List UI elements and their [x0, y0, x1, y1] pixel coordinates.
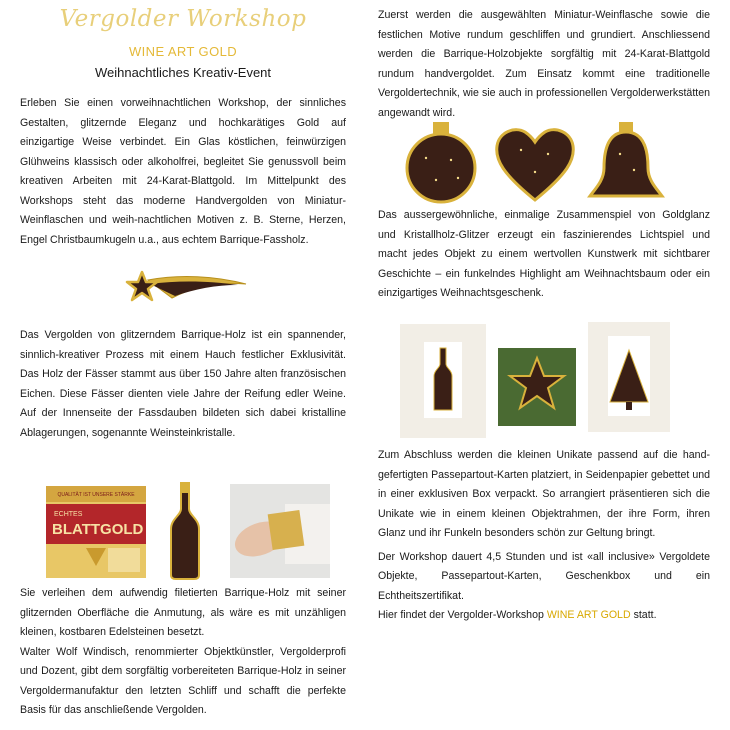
event-subtitle: Weihnachtliches Kreativ-Event	[94, 65, 272, 80]
duration-paragraph: Der Workshop dauert 4,5 Stunden und ist «all inclusive» Vergoldete Objekte, Passepartout-Karten, Geschenkbox und ein Echtheitszertifikat.	[378, 550, 710, 602]
shooting-star-image	[120, 268, 250, 312]
barrique-paragraph: Das Vergolden von glitzerndem Barrique-Holz ist ein spannender, sinnlich-kreativer Prozess mit einem Hauch festlicher Exklusivität. Das Holz der Fässer stammt aus über 150 Jahre alten französischen Eichen. Diese Fässer dienten viele Jahre der Reifung edler Weine. Auf der Innenseite der Fassdauben bildeten sich dabei kristalline Ablagerungen, sogenannte Weinsteinkristalle.	[20, 329, 346, 439]
card-bottle-image	[400, 324, 486, 438]
gemstone-paragraph: Sie verleihen dem aufwendig filetierten Barrique-Holz mit seiner glitzernden Oberfläche die Anmutung, als wäre es mit unzähligen kleinen, kostbaren Edelsteinen besetzt.	[20, 587, 346, 638]
artist-paragraph: Walter Wolf Windisch, renommierter Objektkünstler, Vergolderprofi und Dozent, gibt dem sorgfältig vorbereiteten Barrique-Holz in seiner Vergoldermanufaktur den letzten Schliff und schafft die perfekte Basis für das anschließende Vergolden.	[20, 645, 346, 716]
intro-paragraph: Erleben Sie einen vorweihnachtlichen Workshop, der sinnliches Gestalten, glitzernde Eleganz und hochkarätiges Gold auf einzigartige Weise verbindet. Ein Glas köstlichen, feinwürzigen Glühweins klassisch oder alkoholfrei, begleitet Sie genussvoll beim kreativen Arbeiten mit 24-Karat-Blattgold. Im Mittelpunkt des Workshops steht das moderne Handvergolden von Miniatur-Weinflaschen und weih-nachtlichen Motiven z. B. Sterne, Herzen, Engel Christbaumkugeln u.a., aus echtem Barrique-Fassholz.	[20, 97, 346, 246]
workshop-title: Vergolder Workshop	[59, 6, 307, 32]
box-line1: ECHTES	[54, 511, 83, 518]
gilding-photo-image	[230, 484, 330, 578]
location-suffix: statt.	[633, 609, 657, 621]
sparkle-paragraph: Das aussergewöhnliche, einmalige Zusammenspiel von Goldglanz und Kristallholz-Glitzer erzeugt ein faszinierendes Lichtspiel und macht jedes Objekt zu einem wertvollen Kunstwerk mit sichtbarer Geschichte – ein funkelndes Highlight am Weihnachtsbaum oder ein einzigartiges Weihnachtsgeschenk.	[378, 209, 710, 299]
wine-bottle-image	[168, 481, 202, 581]
wine-art-gold-link[interactable]: WINE ART GOLD	[546, 609, 631, 621]
right-column-mid	[378, 206, 710, 304]
ornament-heart-image	[493, 124, 577, 204]
left-column-bottom	[20, 584, 346, 721]
right-column-bottom	[378, 446, 710, 626]
brand-subtitle: WINE ART GOLD	[128, 44, 238, 59]
box-line2: BLATTGOLD	[52, 521, 144, 538]
packaging-paragraph: Zum Abschluss werden die kleinen Unikate passend auf die hand-gefertigten Passepartout-Karten platziert, in Seidenpapier gebettet und in einer exklusiven Box verpackt. So arrangiert präsentieren sich die Unikate wie in einem kleinen Objektrahmen, der ihre Form, ihren Glanz und ihr Funkeln besonders schön zur Geltung bringt.	[378, 449, 710, 539]
location-text: Hier findet der Vergolder-Workshop	[378, 609, 544, 621]
card-tree-image	[588, 322, 670, 432]
blattgold-box-image	[46, 486, 146, 578]
card-star-image	[498, 348, 576, 426]
process-paragraph: Zuerst werden die ausgewählten Miniatur-Weinflasche sowie die festlichen Motive rundum geschliffen und grundiert. Anschliessend werden die Barrique-Holzobjekte sorgfältig mit 24-Karat-Blattgold rundum handvergoldet. Zum Einsatz kommt eine traditionelle Vergoldertechnik, wie sie auch in professionellen Vergolderwerkstätten angewandt wird.	[378, 9, 710, 119]
right-column-top	[378, 6, 710, 123]
location-paragraph	[378, 606, 710, 626]
ornament-bell-image	[586, 120, 666, 206]
left-column-mid	[20, 326, 346, 443]
left-column	[20, 0, 346, 250]
box-top-text: QUALITÄT IST UNSERE STÄRKE	[57, 492, 135, 498]
ornament-ball-image	[396, 120, 486, 206]
